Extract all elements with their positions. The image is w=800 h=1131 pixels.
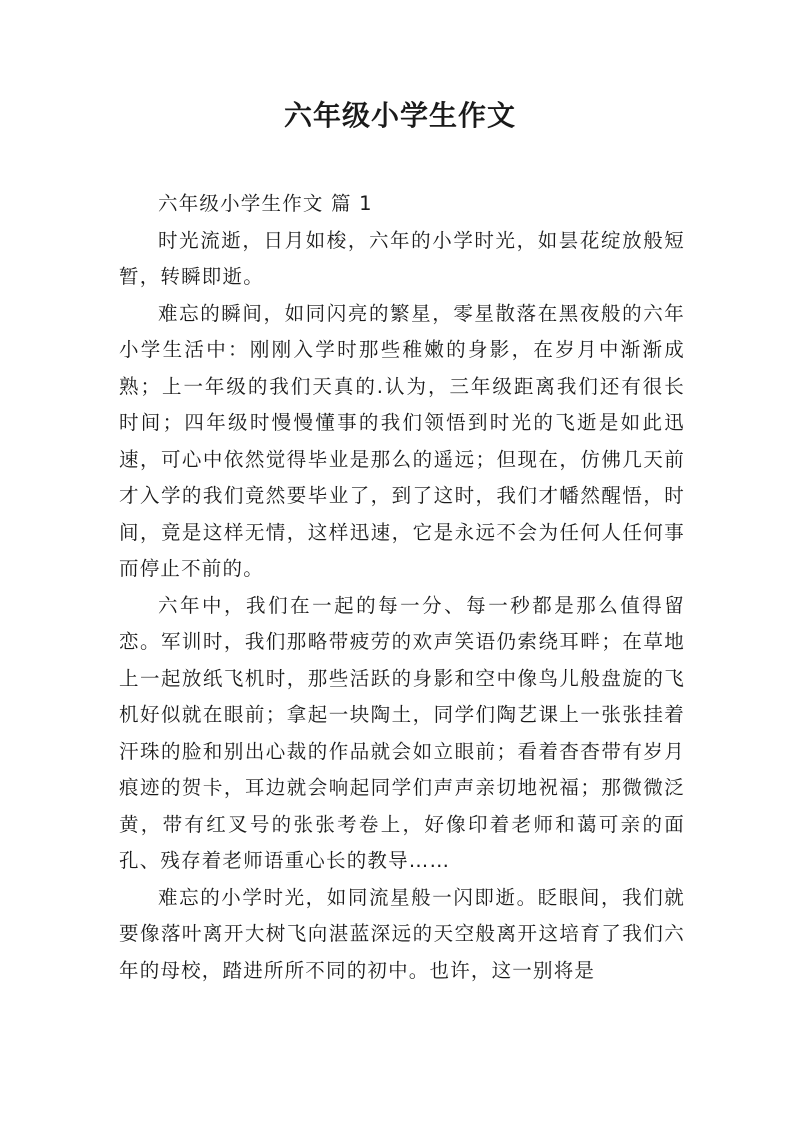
document-title: 六年级小学生作文 [283, 99, 516, 132]
paragraph-3: 六年中，我们在一起的每一分、每一秒都是那么值得留恋。军训时，我们那略带疲劳的欢声笑语仍索绕耳畔；在草地上一起放纸飞机时，那些活跃的身影和空中像鸟儿般盘旋的飞机好似就在眼前；拿起一块陶土，同学们陶艺课上一张张挂着汗珠的脸和别出心裁的作品就会如立眼前；看着杳杳带有岁月痕迹的贺卡，耳边就会响起同学们声声亲切地祝福；那微微泛黄，带有红叉号的张张考卷上，好像印着老师和蔼可亲的面孔、残存着老师语重心长的教导…… [119, 593, 685, 872]
document-body [119, 186, 685, 989]
paragraph-1: 时光流逝，日月如梭，六年的小学时光，如昙花绽放般短暂，转瞬即逝。 [119, 228, 685, 288]
section-heading: 六年级小学生作文 篇 1 [158, 192, 373, 215]
paragraph-4: 难忘的小学时光，如同流星般一闪即逝。眨眼间，我们就要像落叶离开大树飞向湛蓝深远的天空般离开这培育了我们六年的母校，踏进所所不同的初中。也许，这一别将是 [119, 885, 685, 982]
paragraph-2: 难忘的瞬间，如同闪亮的繁星，零星散落在黑夜般的六年小学生活中：刚刚入学时那些稚嫩的身影，在岁月中渐渐成熟；上一年级的我们天真的.认为，三年级距离我们还有很长时间；四年级时慢慢懂事的我们领悟到时光的飞逝是如此迅速，可心中依然觉得毕业是那么的遥远；但现在，仿佛几天前才入学的我们竟然要毕业了，到了这时，我们才幡然醒悟，时间，竟是这样无情，这样迅速，它是永远不会为任何人任何事而停止不前的。 [119, 301, 685, 580]
